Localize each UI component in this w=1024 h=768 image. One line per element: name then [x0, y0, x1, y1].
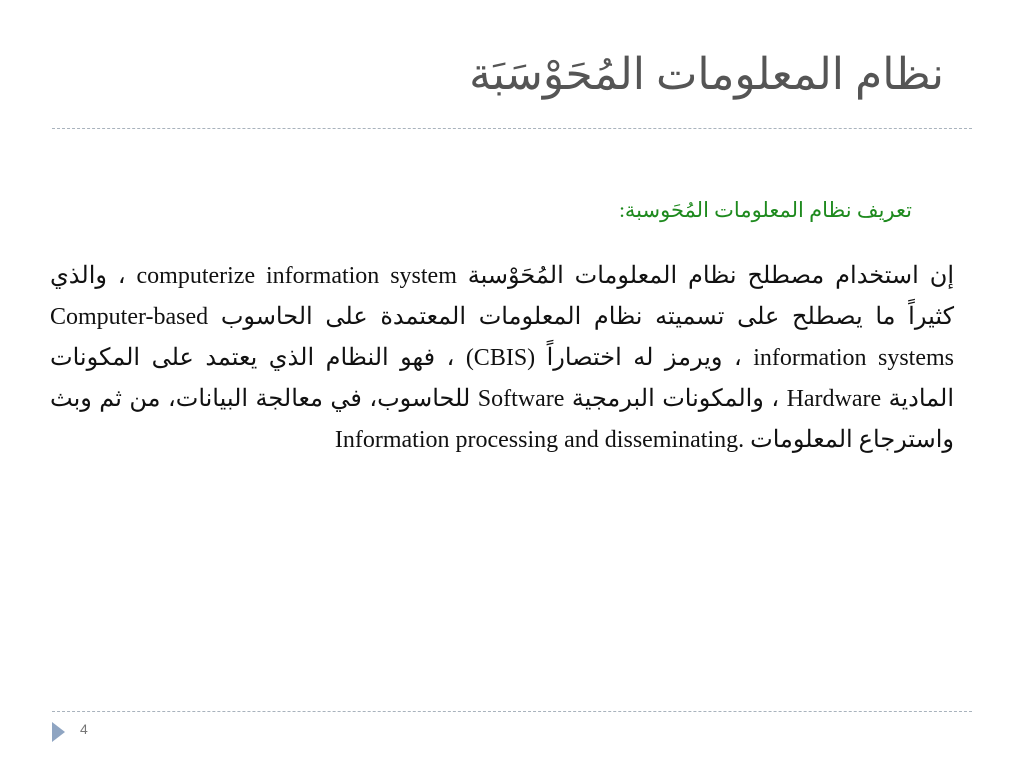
definition-heading: تعريف نظام المعلومات المُحَوسبة:	[619, 198, 912, 222]
body-text-ar: ، والمكونات البرمجية	[564, 386, 780, 412]
definition-paragraph	[50, 256, 954, 461]
slide-title: نظام المعلومات المُحَوْسَبَة	[469, 50, 944, 99]
body-text-ar: ، والذي كثيراً ما يصطلح على تسميته نظام المعلومات المعتمدة على الحاسوب	[50, 263, 954, 330]
body-text-ar: ، فهو النظام الذي يعتمد على المكونات المادية	[50, 345, 955, 412]
body-term-en: Hardware	[786, 386, 882, 412]
page-number: 4	[80, 721, 88, 737]
body-term-en: computerize information system	[136, 263, 457, 289]
title-divider	[52, 128, 972, 129]
body-term-en: Software	[477, 386, 565, 412]
body-text-ar: إن استخدام مصطلح نظام المعلومات المُحَوْسبة	[456, 263, 955, 289]
play-arrow-icon[interactable]	[52, 722, 65, 742]
body-text-ar: للحاسوب، في معالجة البيانات، من ثم وبث واسترجاع المعلومات	[50, 386, 954, 453]
body-term-en: Information processing and disseminating.	[334, 427, 745, 453]
body-term-en: Computer-based information systems	[50, 304, 955, 371]
footer-divider	[52, 711, 972, 712]
body-term-en: (CBIS)	[465, 345, 536, 371]
body-text-ar: ، ويرمز له اختصاراً	[535, 345, 742, 371]
